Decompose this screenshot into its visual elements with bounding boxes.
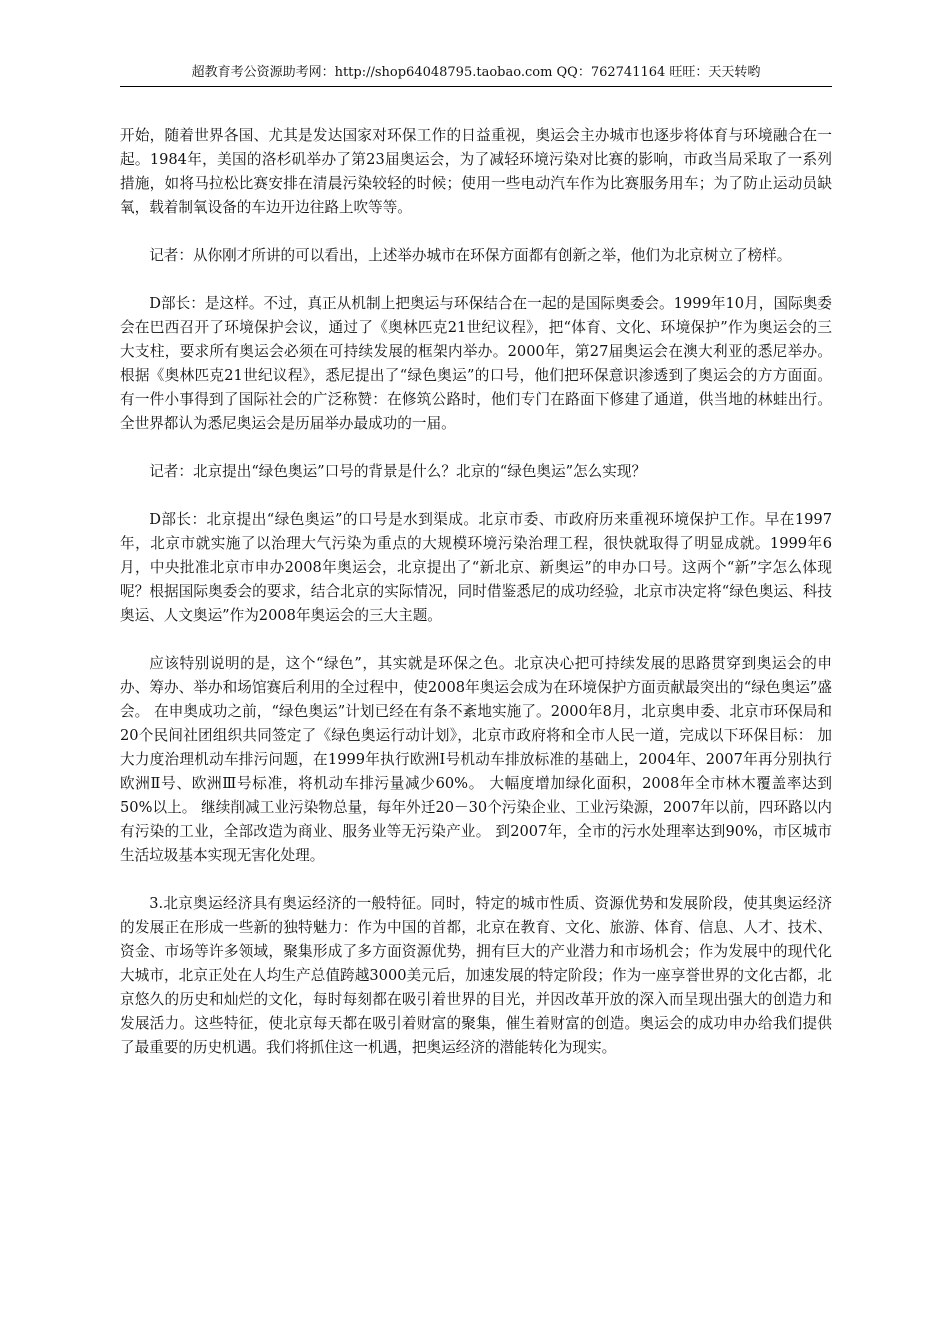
document-body xyxy=(120,124,832,1084)
paragraph-reporter-1: 记者：从你刚才所讲的可以看出，上述举办城市在环保方面都有创新之举，他们为北京树立了榜样。 xyxy=(149,247,792,264)
paragraph-continuation: 开始，随着世界各国、尤其是发达国家对环保工作的日益重视，奥运会主办城市也逐步将体育与环境融合在一起。1984年，美国的洛杉矶举办了第23届奥运会，为了减轻环境污染对比赛的影响，市政当局采取了一系列措施，如将马拉松比赛安排在清晨污染较轻的时候；使用一些电动汽车作为比赛服务用车；为了防止运动员缺氧，载着制氧设备的车边开边往路上吹等等。 xyxy=(120,127,832,216)
paragraph-section-3: 3.北京奥运经济具有奥运经济的一般特征。同时，特定的城市性质、资源优势和发展阶段，使其奥运经济的发展正在形成一些新的独特魅力：作为中国的首都，北京在教育、文化、旅游、体育、信息、人才、技术、资金、市场等许多领域，聚集形成了多方面资源优势，拥有巨大的产业潜力和市场机会；作为发展中的现代化大城市，北京正处在人均生产总值跨越3000美元后，加速发展的特定阶段；作为一座享誉世界的文化古都，北京悠久的历史和灿烂的文化，每时每刻都在吸引着世界的目光，并因改革开放的深入而呈现出强大的创造力和发展活力。这些特征，使北京每天都在吸引着财富的聚集，催生着财富的创造。奥运会的成功申办给我们提供了最重要的历史机遇。我们将抓住这一机遇，把奥运经济的潜能转化为现实。 xyxy=(120,895,832,1056)
paragraph-minister-1: D部长：是这样。不过，真正从机制上把奥运与环保结合在一起的是国际奥委会。1999年10月，国际奥委会在巴西召开了环境保护会议，通过了《奥林匹克21世纪议程》，把“体育、文化、环境保护”作为奥运会的三大支柱，要求所有奥运会必须在可持续发展的框架内举办。2000年，第27届奥运会在澳大利亚的悉尼举办。根据《奥林匹克21世纪议程》，悉尼提出了“绿色奥运”的口号，他们把环保意识渗透到了奥运会的方方面面。有一件小事得到了国际社会的广泛称赞：在修筑公路时，他们专门在路面下修建了通道，供当地的林蛙出行。全世界都认为悉尼奥运会是历届举办最成功的一届。 xyxy=(120,295,832,432)
page-header: 超教育考公资源助考网：http://shop64048795.taobao.com QQ：762741164 旺旺：天天转哟 xyxy=(120,64,832,87)
paragraph-reporter-2: 记者：北京提出“绿色奥运”口号的背景是什么？北京的“绿色奥运”怎么实现？ xyxy=(149,463,647,480)
paragraph-minister-2: D部长：北京提出“绿色奥运”的口号是水到渠成。北京市委、市政府历来重视环境保护工作。早在1997年，北京市就实施了以治理大气污染为重点的大规模环境污染治理工程，很快就取得了明显成就。1999年6月，中央批准北京市申办2008年奥运会，北京提出了“新北京、新奥运”的申办口号。这两个“新”字怎么体现呢？根据国际奥委会的要求，结合北京的实际情况，同时借鉴悉尼的成功经验，北京市决定将“绿色奥运、科技奥运、人文奥运”作为2008年奥运会的三大主题。 xyxy=(120,511,832,624)
paragraph-green-olympics: 应该特别说明的是，这个“绿色”，其实就是环保之色。北京决心把可持续发展的思路贯穿到奥运会的申办、筹办、举办和场馆赛后利用的全过程中，使2008年奥运会成为在环境保护方面贡献最突出的“绿色奥运”盛会。 在申奥成功之前，“绿色奥运”计划已经在有条不紊地实施了。2000年8月，北京奥申委、北京市环保局和20个民间社团组织共同签定了《绿色奥运行动计划》，北京市政府将和全市人民一道，完成以下环保目标： 加大力度治理机动车排污问题，在1999年执行欧洲Ⅰ号机动车排放标准的基础上，2004年、2007年再分别执行欧洲Ⅱ号、欧洲Ⅲ号标准，将机动车排污量减少60%。 大幅度增加绿化面积，2008年全市林木覆盖率达到50%以上。 继续削减工业污染物总量，每年外迁20－30个污染企业、工业污染源，2007年以前，四环路以内有污染的工业，全部改造为商业、服务业等无污染产业。 到2007年，全市的污水处理率达到90%，市区城市生活垃圾基本实现无害化处理。 xyxy=(120,655,832,864)
